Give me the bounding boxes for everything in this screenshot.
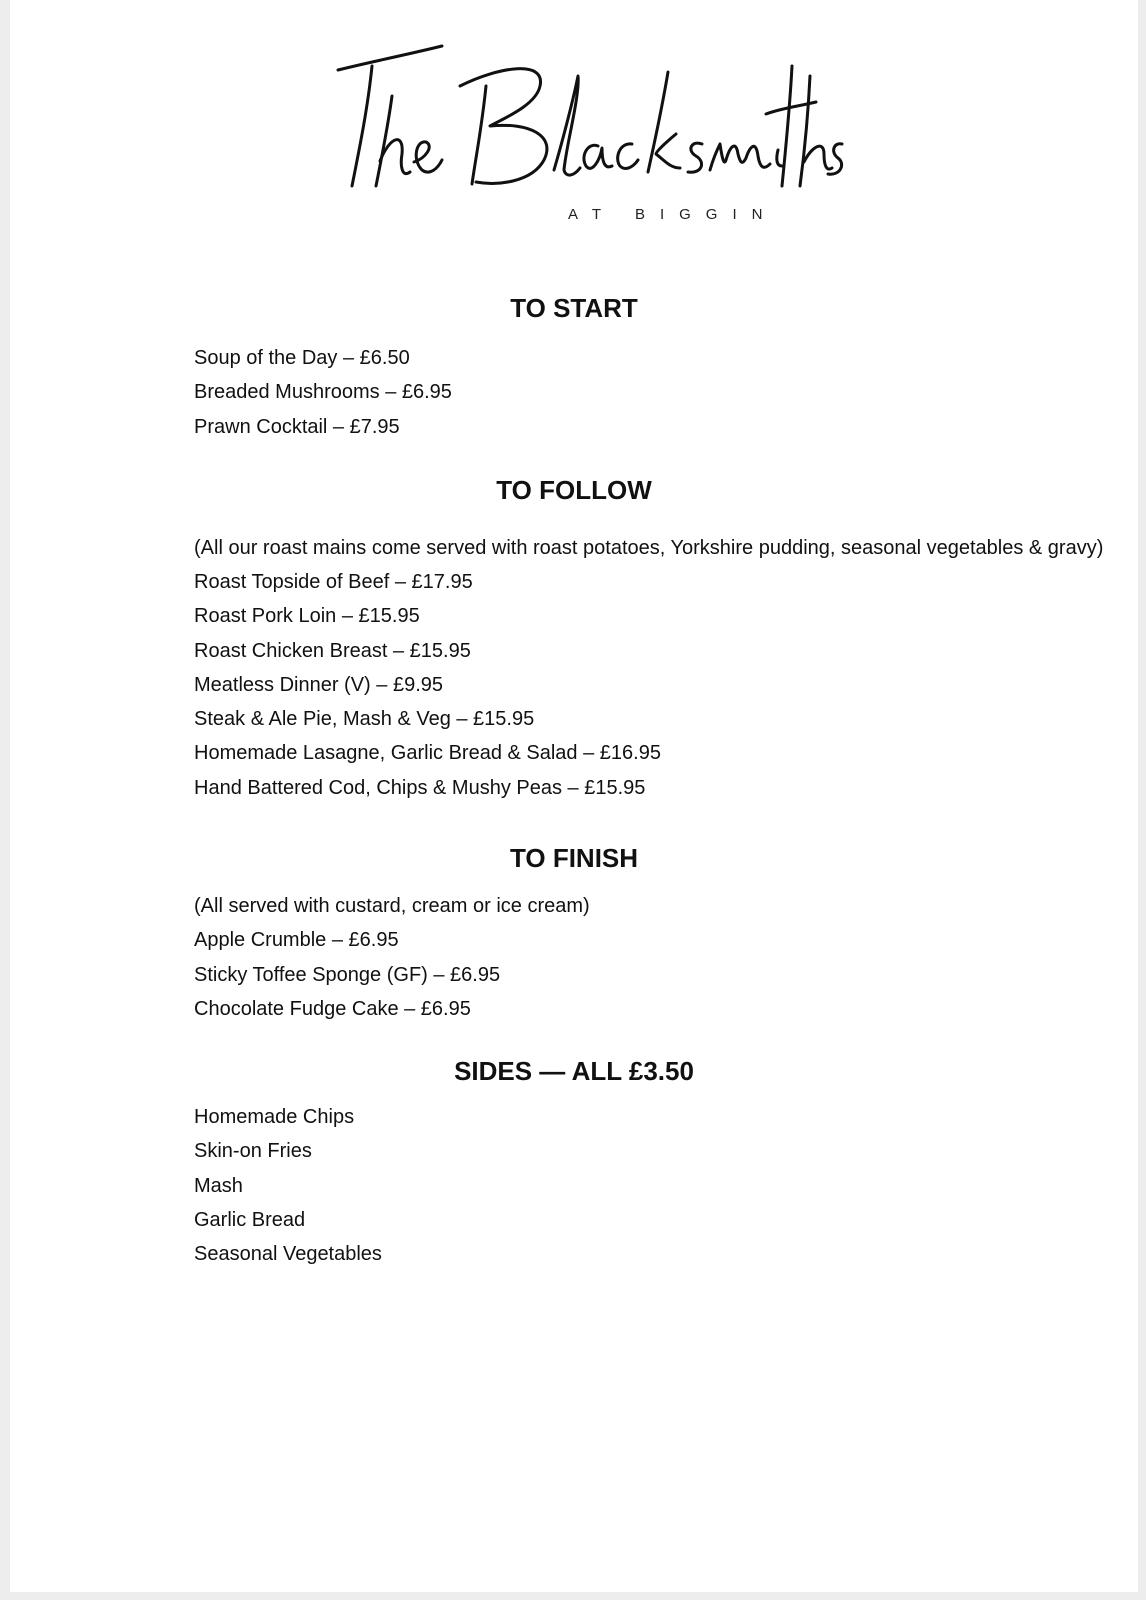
list-item: Sticky Toffee Sponge (GF) – £6.95: [194, 963, 501, 986]
list-item: Roast Chicken Breast – £15.95: [194, 639, 471, 662]
logo-script-text: [330, 36, 331, 37]
list-item: Garlic Bread: [194, 1208, 306, 1231]
list-item: Apple Crumble – £6.95: [194, 929, 399, 952]
list-item: Steak & Ale Pie, Mash & Veg – £15.95: [194, 708, 535, 731]
list-item: Seasonal Vegetables: [194, 1243, 382, 1266]
section-list-to-start: [194, 347, 994, 450]
restaurant-logo: [330, 36, 850, 236]
list-item: Soup of the Day – £6.50: [194, 347, 410, 369]
list-item: Chocolate Fudge Cake – £6.95: [194, 997, 471, 1020]
menu-page: [10, 0, 1138, 1592]
section-heading-to-finish: TO FINISH: [509, 843, 639, 873]
list-item: Prawn Cocktail – £7.95: [194, 415, 400, 438]
logo-script-signature-icon: [330, 36, 850, 196]
list-item: Skin-on Fries: [194, 1140, 312, 1163]
list-item: Mash: [194, 1174, 243, 1197]
section-heading-to-start: TO START: [510, 293, 638, 323]
list-item: Roast Pork Loin – £15.95: [194, 605, 420, 628]
section-note: (All served with custard, cream or ice cream): [194, 895, 590, 917]
list-item: Roast Topside of Beef – £17.95: [194, 571, 473, 593]
section-heading-to-follow: TO FOLLOW: [496, 475, 652, 505]
list-item: Meatless Dinner (V) – £9.95: [194, 673, 444, 696]
list-item: Hand Battered Cod, Chips & Mushy Peas – £15.95: [194, 776, 646, 799]
section-note: (All our roast mains come served with roast potatoes, Yorkshire pudding, seasonal vegetables & gravy): [194, 537, 1104, 559]
logo-subtitle: AT BIGGIN: [568, 206, 778, 223]
section-list-to-follow: [194, 537, 1104, 811]
section-list-sides: [194, 1106, 994, 1277]
list-item: Homemade Chips: [194, 1106, 355, 1128]
list-item: Homemade Lasagne, Garlic Bread & Salad – £16.95: [194, 742, 661, 765]
section-list-to-finish: [194, 895, 994, 1032]
section-heading-sides: SIDES — ALL £3.50: [454, 1056, 694, 1086]
list-item: Breaded Mushrooms – £6.95: [194, 381, 452, 404]
